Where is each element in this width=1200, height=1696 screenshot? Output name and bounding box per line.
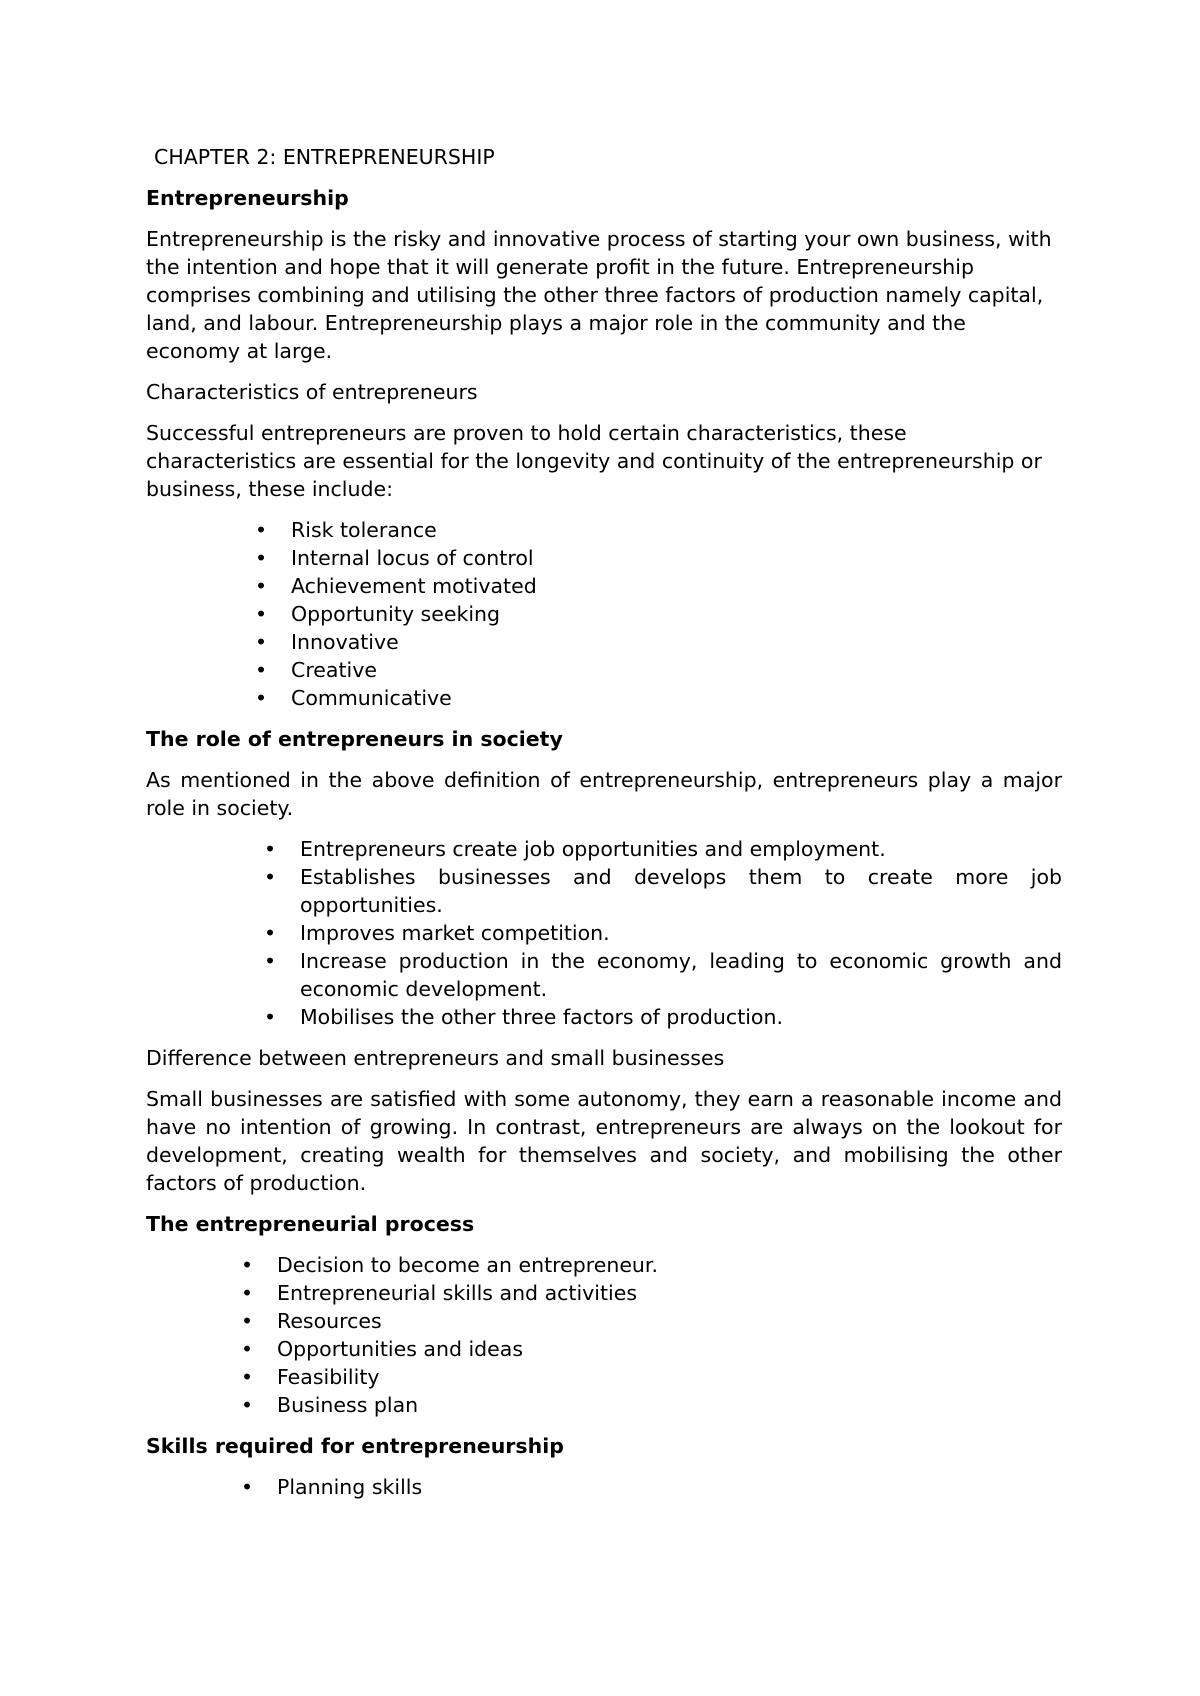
list-item: • Innovative — [255, 630, 399, 654]
bullet-icon: • — [255, 574, 268, 598]
list-item: • Risk tolerance — [255, 518, 437, 542]
list-item: • Entrepreneurial skills and activities — [241, 1281, 638, 1305]
list-item: • Decision to become an entrepreneur. — [241, 1253, 658, 1277]
bullet-icon: • — [241, 1393, 254, 1417]
bullet-icon: • — [264, 865, 277, 889]
bullet-icon: • — [255, 658, 268, 682]
section-heading-process: The entrepreneurial process — [146, 1212, 475, 1236]
list-item: • Opportunity seeking — [255, 602, 501, 626]
role-list — [146, 835, 1062, 1031]
list-item: • Achievement motivated — [255, 574, 537, 598]
bullet-icon: • — [264, 837, 277, 861]
bullet-icon: • — [255, 602, 268, 626]
section-heading-entrepreneurship: Entrepreneurship — [146, 186, 349, 210]
bullet-icon: • — [241, 1365, 254, 1389]
paragraph-characteristics: Successful entrepreneurs are proven to hold certain characteristics, these characteristics are essential for the longevity and continuity of the entrepreneurship or business, these include: — [146, 421, 1042, 501]
list-item: • Opportunities and ideas — [241, 1337, 524, 1361]
bullet-icon: • — [241, 1309, 254, 1333]
section-heading-role: The role of entrepreneurs in society — [146, 727, 563, 751]
list-item: • Business plan — [241, 1393, 419, 1417]
section-heading-characteristics: Characteristics of entrepreneurs — [146, 380, 478, 404]
bullet-icon: • — [255, 546, 268, 570]
list-item: • Mobilises the other three factors of production. — [264, 1005, 783, 1029]
list-item: • Feasibility — [241, 1365, 380, 1389]
process-list — [146, 1251, 1062, 1419]
list-item: • Entrepreneurs create job opportunities and employment. — [264, 837, 886, 861]
section-heading-difference: Difference between entrepreneurs and small businesses — [146, 1046, 725, 1070]
list-item: • Internal locus of control — [255, 546, 534, 570]
chapter-title: CHAPTER 2: ENTREPRENEURSHIP — [154, 145, 495, 169]
list-item: • Communicative — [255, 686, 452, 710]
list-item: • Improves market competition. — [264, 921, 610, 945]
bullet-icon: • — [241, 1281, 254, 1305]
skills-list — [146, 1473, 1062, 1501]
paragraph-difference: Small businesses are satisfied with some autonomy, they earn a reasonable income and have no intention of growing. In contrast, entrepreneurs are always on the lookout for development, creating wealth for themselves and society, and mobilising the other factors of production. — [146, 1087, 1062, 1195]
paragraph-entrepreneurship: Entrepreneurship is the risky and innovative process of starting your own business, with the intention and hope that it will generate profit in the future. Entrepreneurship comprises combining and utilising the other three factors of production namely capital, land, and labour. Entrepreneurship plays a major role in the community and the economy at large. — [146, 227, 1052, 363]
bullet-icon: • — [264, 949, 277, 973]
bullet-icon: • — [255, 518, 268, 542]
bullet-icon: • — [264, 921, 277, 945]
list-item: • Resources — [241, 1309, 382, 1333]
bullet-icon: • — [241, 1475, 254, 1499]
section-heading-skills: Skills required for entrepreneurship — [146, 1434, 564, 1458]
paragraph-role: As mentioned in the above definition of entrepreneurship, entrepreneurs play a major role in society. — [146, 768, 1062, 820]
bullet-icon: • — [255, 630, 268, 654]
bullet-icon: • — [264, 1005, 277, 1029]
list-item: • Creative — [255, 658, 377, 682]
bullet-icon: • — [241, 1337, 254, 1361]
characteristics-list — [146, 516, 1062, 712]
list-item: • Planning skills — [241, 1475, 423, 1499]
bullet-icon: • — [255, 686, 268, 710]
bullet-icon: • — [241, 1253, 254, 1277]
list-item: • Establishes businesses and develops them to create more job opportunities. — [264, 865, 1062, 917]
list-item: • Increase production in the economy, leading to economic growth and economic development. — [264, 949, 1062, 1001]
document-page — [146, 143, 1062, 1514]
